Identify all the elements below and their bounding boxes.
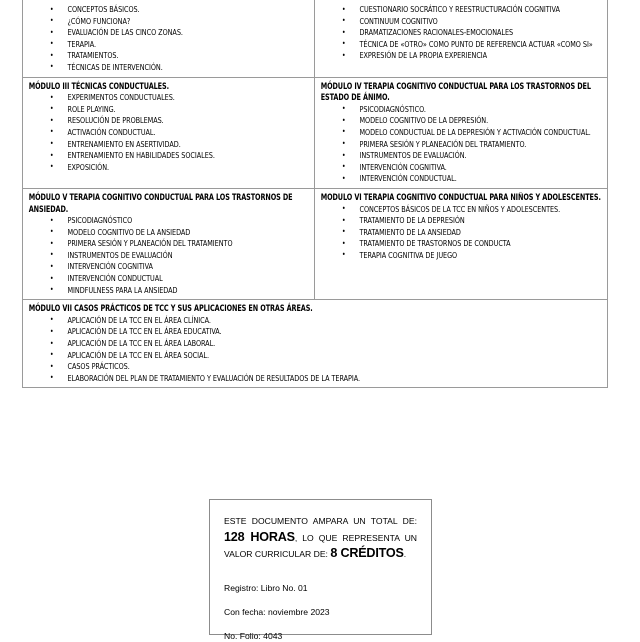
- certificate-registry-lines: [224, 583, 417, 642]
- list-item: • CONCEPTOS BÁSICOS.: [27, 4, 308, 16]
- list-item: • TRATAMIENTOS.: [27, 50, 308, 62]
- bullet-list: [27, 215, 310, 296]
- certificate-statement: [224, 514, 417, 563]
- list-item: • ELABORACIÓN DEL PLAN DE TRATAMIENTO Y EVALUACIÓN DE RESULTADOS DE LA TERAPIA.: [27, 373, 600, 385]
- list-item: • ENTRENAMIENTO EN HABILIDADES SOCIALES.: [27, 150, 308, 162]
- list-item: • TERAPIA.: [27, 39, 308, 51]
- certificate-fecha: Con fecha: noviembre 2023: [224, 606, 330, 617]
- list-item: • APLICACIÓN DE LA TCC EN EL ÁREA EDUCATIVA.: [27, 326, 600, 338]
- list-item: • ENTRENAMIENTO EN ASERTIVIDAD.: [27, 139, 308, 151]
- bullet-list: [27, 4, 310, 74]
- module-title: MÓDULO V TERAPIA COGNITIVO CONDUCTUAL PARA LOS TRASTORNOS DE ANSIEDAD.: [28, 191, 293, 214]
- table-cell-continuation-left: [23, 0, 315, 77]
- module-title: MODULO VI TERAPIA COGNITIVO CONDUCTUAL PARA NIÑOS Y ADOLESCENTES.: [320, 191, 601, 202]
- table-cell-module-6: [315, 188, 608, 299]
- module-title: MÓDULO VII CASOS PRÁCTICOS DE TCC Y SUS APLICACIONES EN OTRAS ÁREAS.: [28, 303, 313, 314]
- list-item: • DRAMATIZACIONES RACIONALES-EMOCIONALES: [319, 27, 601, 39]
- list-item: • INTERVENCIÓN CONDUCTUAL.: [319, 173, 601, 185]
- list-item: • INSTRUMENTOS DE EVALUACIÓN: [27, 250, 308, 262]
- list-item: • EXPOSICIÓN.: [27, 162, 308, 174]
- list-item: • EVALUACIÓN DE LAS CINCO ZONAS.: [27, 27, 308, 39]
- table-row: [23, 0, 608, 77]
- list-item: • PSICODIAGNÓSTICO: [27, 215, 308, 227]
- certificate-registro: Registro: Libro No. 01: [224, 582, 308, 593]
- certificate-statement-suffix: .: [403, 549, 407, 559]
- list-item: • MODELO CONDUCTUAL DE LA DEPRESIÓN Y ACTIVACIÓN CONDUCTUAL.: [319, 127, 601, 139]
- table-cell-module-3: [23, 77, 315, 188]
- list-item: • INTERVENCIÓN CONDUCTUAL: [27, 273, 308, 285]
- list-item: • APLICACIÓN DE LA TCC EN EL ÁREA CLÍNICA.: [27, 315, 600, 327]
- list-item: • INTERVENCIÓN COGNITIVA: [27, 261, 308, 273]
- table-cell-continuation-right: [315, 0, 608, 77]
- list-item: • TÉCNICAS DE INTERVENCIÓN.: [27, 62, 308, 74]
- certificate-folio: No. Folio: 4043: [224, 630, 283, 641]
- list-item: • ROLE PLAYING.: [27, 104, 308, 116]
- list-item: • ACTIVACIÓN CONDUCTUAL.: [27, 127, 308, 139]
- list-item: • CONTINUUM COGNITIVO: [319, 16, 601, 28]
- certificate-hours: 128 HORAS: [224, 529, 295, 544]
- certificate-statement-middle: , LO QUE REPRESENTA UN VALOR CURRICULAR DE:: [224, 532, 417, 559]
- table-row: [23, 188, 608, 299]
- list-item: • TÉCNICA DE «OTRO» COMO PUNTO DE REFERENCIA ACTUAR «COMO SI»: [319, 39, 601, 51]
- bullet-list: [27, 92, 310, 173]
- list-item: • TRATAMIENTO DE TRASTORNOS DE CONDUCTA: [319, 238, 601, 250]
- list-item: • CASOS PRÁCTICOS.: [27, 361, 600, 373]
- list-item: • ¿CÓMO FUNCIONA?: [27, 16, 308, 28]
- list-item: • TERAPIA COGNITIVA DE JUEGO: [319, 250, 601, 262]
- table-cell-module-5: [23, 188, 315, 299]
- list-item: • INSTRUMENTOS DE EVALUACIÓN.: [319, 150, 601, 162]
- bullet-list: [319, 204, 603, 262]
- list-item: • CONCEPTOS BÁSICOS DE LA TCC EN NIÑOS Y ADOLESCENTES.: [319, 204, 601, 216]
- list-item: • INTERVENCIÓN COGNITIVA.: [319, 162, 601, 174]
- list-item: • PRIMERA SESIÓN Y PLANEACIÓN DEL TRATAMIENTO.: [319, 139, 601, 151]
- table-cell-module-4: [315, 77, 608, 188]
- list-item: • RESOLUCIÓN DE PROBLEMAS.: [27, 115, 308, 127]
- list-item: • EXPRESIÓN DE LA PROPIA EXPERIENCIA: [319, 50, 601, 62]
- list-item: • TRATAMIENTO DE LA DEPRESIÓN: [319, 215, 601, 227]
- certificate-credits: 8 CRÉDITOS: [330, 546, 404, 560]
- bullet-list: [319, 104, 603, 185]
- list-item: • MODELO COGNITIVO DE LA ANSIEDAD: [27, 227, 308, 239]
- list-item: • EXPERIMENTOS CONDUCTUALES.: [27, 92, 308, 104]
- list-item: • MINDFULNESS PARA LA ANSIEDAD: [27, 285, 308, 297]
- module-title: MÓDULO IV TERAPIA COGNITIVO CONDUCTUAL PARA LOS TRASTORNOS DEL ESTADO DE ÁNIMO.: [320, 80, 591, 103]
- curriculum-table: [22, 0, 608, 388]
- list-item: • PRIMERA SESIÓN Y PLANEACIÓN DEL TRATAMIENTO: [27, 238, 308, 250]
- list-item: • CUESTIONARIO SOCRÁTICO Y REESTRUCTURACIÓN COGNITIVA: [319, 4, 601, 16]
- module-title: MÓDULO III TÉCNICAS CONDUCTUALES.: [28, 80, 169, 91]
- list-item: • APLICACIÓN DE LA TCC EN EL ÁREA SOCIAL.: [27, 350, 600, 362]
- table-row: [23, 300, 608, 388]
- table-cell-module-7: [23, 300, 608, 388]
- table-row: [23, 77, 608, 188]
- bullet-list: [319, 4, 603, 62]
- list-item: • PSICODIAGNÓSTICO.: [319, 104, 601, 116]
- certificate-statement-prefix: ESTE DOCUMENTO AMPARA UN TOTAL DE:: [224, 516, 417, 526]
- list-item: • APLICACIÓN DE LA TCC EN EL ÁREA LABORAL.: [27, 338, 600, 350]
- list-item: • TRATAMIENTO DE LA ANSIEDAD: [319, 227, 601, 239]
- list-item: • MODELO COGNITIVO DE LA DEPRESIÓN.: [319, 115, 601, 127]
- bullet-list: [27, 315, 603, 385]
- certificate-summary-box: [209, 499, 432, 641]
